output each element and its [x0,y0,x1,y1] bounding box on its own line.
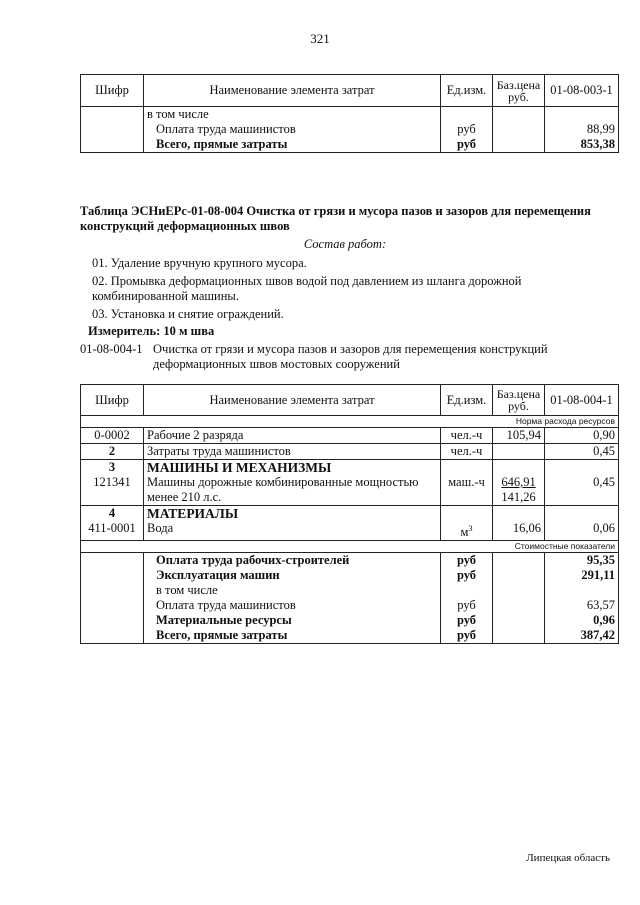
table-row [81,553,619,569]
row-code: 2 [81,444,144,460]
footer-region: Липецкая область [526,852,610,864]
header-code: Шифр [81,75,144,107]
header-column-code: 01-08-004-1 [545,385,619,416]
header-unit: Ед.изм. [441,385,493,416]
row-unit: маш.-ч [441,475,493,506]
norm-label: Норма расхода ресурсов [81,416,619,428]
work-item: комбинированной машины. [92,289,239,303]
item-description-line: Очистка от грязи и мусора пазов и зазоров для перемещения конструкций [153,342,548,356]
row-name: Затраты труда машинистов [144,444,441,460]
row-name: МАШИНЫ И МЕХАНИЗМЫ [144,460,441,476]
row-name: Оплата труда рабочих-строителей [144,553,441,569]
cost-label: Стоимостные показатели [81,541,619,553]
item-description-line: деформационных швов мостовых сооружений [153,357,400,371]
row-unit: руб [441,553,493,569]
header-name: Наименование элемента затрат [144,385,441,416]
row-unit [441,107,493,123]
table-row [81,107,619,123]
cost-label-row [81,541,619,553]
row-code: 3 [81,460,144,476]
row-unit: руб [441,568,493,583]
row-name: Эксплуатация машин [144,568,441,583]
row-name: в том числе [144,583,441,598]
table-row [81,137,619,153]
header-name: Наименование элемента затрат [144,75,441,107]
header-column-code: 01-08-003-1 [545,75,619,107]
row-value: 0,90 [545,428,619,444]
row-value: 0,06 [545,521,619,541]
row-price [493,444,545,460]
row-name: Оплата труда машинистов [144,122,441,137]
section-title [80,204,625,234]
row-unit: руб [441,137,493,153]
header-price: Баз.цена руб. [493,385,545,416]
row-code: 0-0002 [81,428,144,444]
table-row [81,628,619,644]
row-unit: руб [441,598,493,613]
header-code: Шифр [81,385,144,416]
section-title-line: конструкций деформационных швов [80,219,290,233]
row-value: 88,99 [545,122,619,137]
row-value [545,583,619,598]
row-name: в том числе [144,107,441,123]
row-price: 105,94 [493,428,545,444]
row-code: 411-0001 [81,521,144,541]
item-description [153,342,623,372]
row-unit: руб [441,613,493,628]
norm-label-row [81,416,619,428]
resource-table [80,384,619,644]
row-value: 63,57 [545,598,619,613]
item-code: 01-08-004-1 [80,342,143,356]
row-value: 0,45 [545,444,619,460]
row-name: Машины дорожные комбинированные мощностью менее 210 л.с. [144,475,441,506]
work-item: 03. Установка и снятие ограждений. [92,307,284,321]
table-row [81,122,619,137]
works-list [92,256,612,322]
row-name: Рабочие 2 разряда [144,428,441,444]
row-value: 95,35 [545,553,619,569]
row-code: 121341 [81,475,144,506]
row-name: Оплата труда машинистов [144,598,441,613]
table-row [81,475,619,506]
table-row [81,583,619,598]
row-code: 4 [81,506,144,522]
header-unit: Ед.изм. [441,75,493,107]
table-row [81,598,619,613]
row-value: 0,45 [545,475,619,506]
row-name: МАТЕРИАЛЫ [144,506,441,522]
measure-unit: Измеритель: 10 м шва [88,324,215,338]
row-name: Всего, прямые затраты [144,137,441,153]
table-row [81,460,619,476]
row-price: 16,06 [493,521,545,541]
section-title-line: Таблица ЭСНиЕРс-01-08-004 Очистка от грязи и мусора пазов и зазоров для перемещения [80,204,591,218]
row-value [545,107,619,123]
row-price: 646,91 141,26 [493,475,545,506]
row-name: Материальные ресурсы [144,613,441,628]
row-name: Всего, прямые затраты [144,628,441,644]
row-unit [441,583,493,598]
row-unit: чел.-ч [441,428,493,444]
row-unit: $м^3$ [441,521,493,541]
table-row [81,428,619,444]
row-value: 387,42 [545,628,619,644]
row-value: 853,38 [545,137,619,153]
row-unit: руб [441,628,493,644]
row-value: 291,11 [545,568,619,583]
table-row [81,506,619,522]
row-unit: чел.-ч [441,444,493,460]
page-number: 321 [310,31,330,46]
row-unit: руб [441,122,493,137]
table-row [81,568,619,583]
table-row [81,444,619,460]
row-name: Вода [144,521,441,541]
work-item: 02. Промывка деформационных швов водой под давлением из шланга дорожной [92,274,522,288]
top-cost-table [80,74,619,153]
header-price: Баз.цена руб. [493,75,545,107]
table-row [81,521,619,541]
works-heading: Состав работ: [303,237,387,251]
table-row [81,613,619,628]
work-item: 01. Удаление вручную крупного мусора. [92,256,307,270]
row-value: 0,96 [545,613,619,628]
